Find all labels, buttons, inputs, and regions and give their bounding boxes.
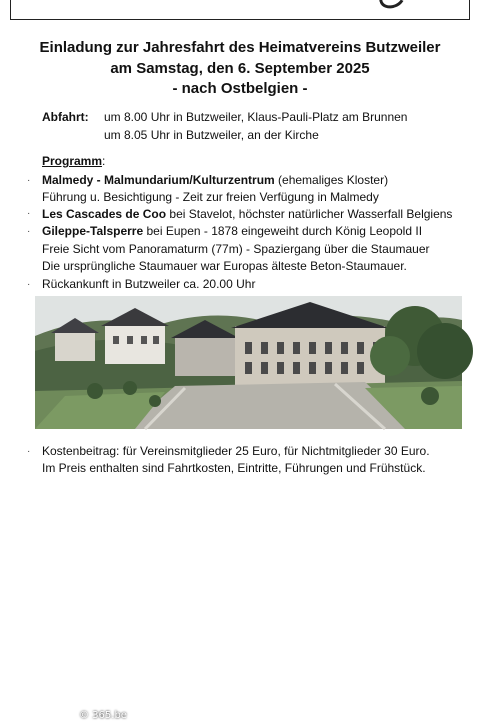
program-heading-colon: : [102,154,106,168]
bullet-dot: · [27,279,31,290]
program-item-coo-title: Les Cascades de Coo [42,207,167,221]
decorative-glyph [376,0,407,12]
program-item-coo-note: bei Stavelot, höchster natürlicher Wasserfall Belgiens [166,207,453,221]
cost-info: Kostenbeitrag: für Vereinsmitglieder 25 Euro, für Nichtmitglieder 30 Euro. [42,444,430,458]
program-item-gileppe-note: bei Eupen - 1878 eingeweiht durch König Leopold II [143,224,423,238]
cost-included: Im Preis enthalten sind Fahrtkosten, Eintritte, Führungen und Frühstück. [42,461,426,475]
program-heading [42,154,105,168]
program-item-gileppe-detail-2: Die ursprüngliche Staumauer war Europas älteste Beton-Staumauer. [42,259,407,273]
program-item-gileppe [42,224,422,238]
departure-label: Abfahrt: [42,110,89,124]
photo-copyright: © 365.be [79,710,127,721]
header-frame [10,0,470,20]
program-item-gileppe-detail-1: Freie Sicht vom Panoramaturm (77m) - Spaziergang über die Staumauer [42,242,430,256]
program-item-gileppe-title: Gileppe-Talsperre [42,224,144,238]
invitation-title: Einladung zur Jahresfahrt des Heimatvereins Butzweiler [39,39,441,56]
departure-time-2: um 8.05 Uhr in Butzweiler, an der Kirche [104,128,319,142]
program-return: Rückankunft in Butzweiler ca. 20.00 Uhr [42,277,256,291]
program-item-malmedy-title: Malmedy - Malmundarium/Kulturzentrum [42,173,275,187]
program-heading-text: Programm [42,154,103,168]
program-item-malmedy-note: (ehemaliges Kloster) [274,173,389,187]
bullet-dot: · [27,226,31,237]
departure-time-1: um 8.00 Uhr in Butzweiler, Klaus-Pauli-Platz am Brunnen [104,110,408,124]
program-item-coo [42,207,452,221]
event-date: am Samstag, den 6. September 2025 [110,60,370,77]
program-item-malmedy-detail: Führung u. Besichtigung - Zeit zur freien Verfügung in Malmedy [42,190,379,204]
program-item-malmedy [42,173,388,187]
malmedy-aerial-illustration [35,296,462,429]
bullet-dot: · [27,208,31,219]
destination: - nach Ostbelgien - [172,80,308,97]
bullet-dot: · [27,446,31,457]
bullet-dot: · [27,175,31,186]
